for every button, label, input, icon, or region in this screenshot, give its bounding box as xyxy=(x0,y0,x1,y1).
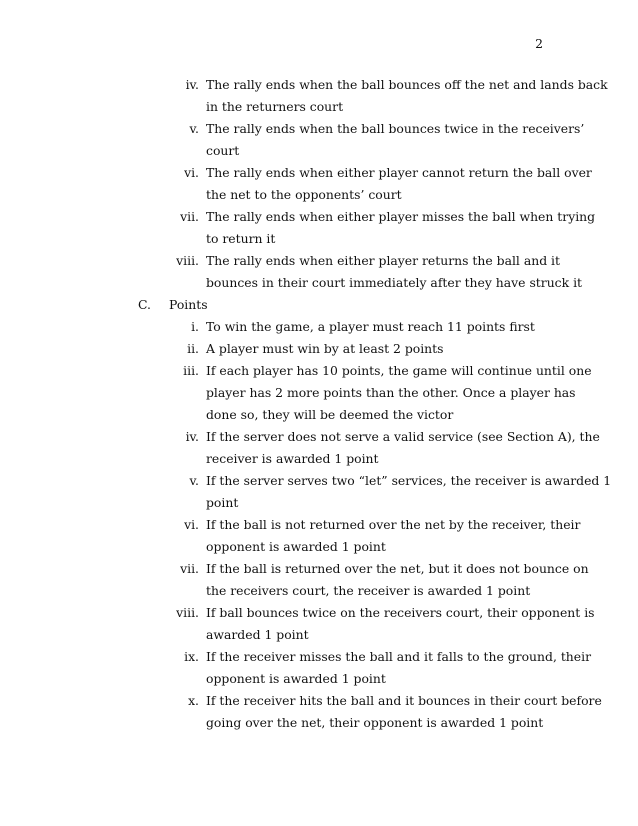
points-rule-item xyxy=(0,558,638,580)
points-rule-item xyxy=(0,536,638,558)
list-item-text: in the returners court xyxy=(206,99,344,114)
list-item-text: bounces in their court immediately after they have struck it xyxy=(206,275,583,290)
list-item-text: opponent is awarded 1 point xyxy=(206,539,386,554)
points-rule-item xyxy=(0,624,638,646)
document-body xyxy=(0,74,638,734)
list-item-text: If the ball is returned over the net, but it does not bounce on xyxy=(206,561,589,576)
rally-rule-item xyxy=(0,206,638,228)
rally-rule-item xyxy=(0,272,638,294)
rally-rule-item xyxy=(0,184,638,206)
list-numeral: vi. xyxy=(184,517,199,532)
list-numeral: vi. xyxy=(184,165,199,180)
list-item-text: The rally ends when the ball bounces twice in the receivers’ xyxy=(206,121,585,136)
list-numeral: x. xyxy=(188,693,199,708)
points-rule-item xyxy=(0,404,638,426)
list-item-text: If the receiver misses the ball and it falls to the ground, their xyxy=(206,649,591,664)
list-item-text: court xyxy=(206,143,240,158)
rally-rule-item xyxy=(0,118,638,140)
list-item-text: the receivers court, the receiver is awarded 1 point xyxy=(206,583,531,598)
list-numeral: iv. xyxy=(185,77,199,92)
list-numeral: vii. xyxy=(180,561,199,576)
points-rule-item xyxy=(0,338,638,360)
section-letter: C. xyxy=(138,297,151,312)
points-rule-item xyxy=(0,470,638,492)
list-item-text: If ball bounces twice on the receivers court, their opponent is xyxy=(206,605,595,620)
points-rule-item xyxy=(0,448,638,470)
list-item-text: point xyxy=(206,495,239,510)
section-title: Points xyxy=(169,297,208,312)
list-numeral: viii. xyxy=(176,253,199,268)
points-rule-item xyxy=(0,382,638,404)
list-numeral: vii. xyxy=(180,209,199,224)
list-item-text: If the server serves two “let” services, the receiver is awarded 1 xyxy=(206,473,612,488)
list-item-text: opponent is awarded 1 point xyxy=(206,671,386,686)
list-numeral: ii. xyxy=(187,341,199,356)
points-rule-item xyxy=(0,580,638,602)
list-item-text: awarded 1 point xyxy=(206,627,309,642)
points-rule-item xyxy=(0,492,638,514)
list-item-text: The rally ends when either player returns the ball and it xyxy=(206,253,561,268)
points-rule-item xyxy=(0,646,638,668)
rally-rule-item xyxy=(0,162,638,184)
list-item-text: To win the game, a player must reach 11 points first xyxy=(206,319,535,334)
list-item-text: The rally ends when either player misses the ball when trying xyxy=(206,209,596,224)
list-numeral: iii. xyxy=(183,363,199,378)
points-rule-item xyxy=(0,426,638,448)
list-item-text: to return it xyxy=(206,231,276,246)
list-numeral: i. xyxy=(191,319,199,334)
points-rule-item xyxy=(0,602,638,624)
section-heading xyxy=(0,294,638,316)
list-item-text: player has 2 more points than the other. Once a player has xyxy=(206,385,576,400)
list-numeral: ix. xyxy=(184,649,199,664)
rally-rule-item xyxy=(0,96,638,118)
list-item-text: If the server does not serve a valid service (see Section A), the xyxy=(206,429,600,444)
points-rule-item xyxy=(0,712,638,734)
list-item-text: the net to the opponents’ court xyxy=(206,187,402,202)
list-numeral: v. xyxy=(189,473,199,488)
points-rule-item xyxy=(0,360,638,382)
list-item-text: A player must win by at least 2 points xyxy=(206,341,444,356)
list-item-text: going over the net, their opponent is awarded 1 point xyxy=(206,715,544,730)
list-item-text: The rally ends when the ball bounces off the net and lands back xyxy=(206,77,608,92)
list-numeral: iv. xyxy=(185,429,199,444)
points-rule-item xyxy=(0,316,638,338)
list-item-text: If each player has 10 points, the game will continue until one xyxy=(206,363,592,378)
rally-rule-item xyxy=(0,140,638,162)
list-item-text: If the receiver hits the ball and it bounces in their court before xyxy=(206,693,602,708)
list-item-text: The rally ends when either player cannot return the ball over xyxy=(206,165,592,180)
points-rule-item xyxy=(0,668,638,690)
list-item-text: done so, they will be deemed the victor xyxy=(206,407,454,422)
list-numeral: viii. xyxy=(176,605,199,620)
rally-rule-item xyxy=(0,228,638,250)
points-rule-item xyxy=(0,514,638,536)
page-number: 2 xyxy=(535,36,543,51)
list-item-text: receiver is awarded 1 point xyxy=(206,451,379,466)
points-rule-item xyxy=(0,690,638,712)
rally-rule-item xyxy=(0,250,638,272)
list-item-text: If the ball is not returned over the net by the receiver, their xyxy=(206,517,581,532)
rally-rule-item xyxy=(0,74,638,96)
list-numeral: v. xyxy=(189,121,199,136)
